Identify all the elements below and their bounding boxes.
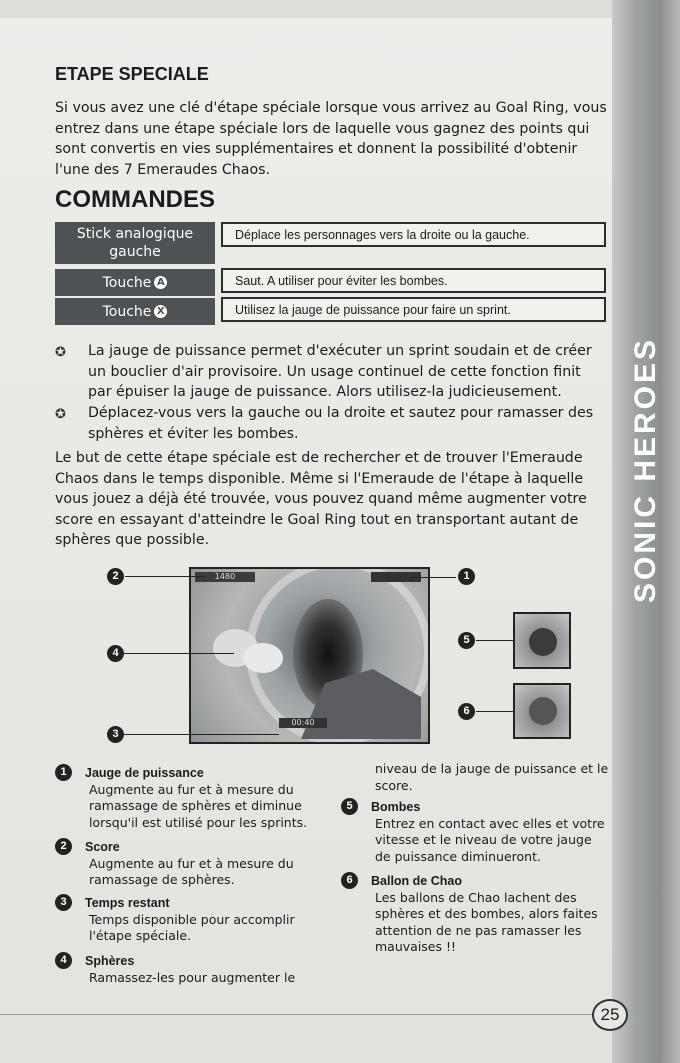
sphere-graphic — [243, 643, 283, 673]
legend-desc: Ramassez-les pour augmenter le — [89, 969, 296, 985]
bullet-text: Déplacez-vous vers la gauche ou la droite et sautez pour ramasser des sphères et éviter les bombes. — [88, 405, 594, 442]
legend-continuation: niveau de la jauge de puissance et le score. — [375, 761, 609, 793]
command-desc-a: Saut. A utiliser pour éviter les bombes. — [221, 268, 606, 293]
goal-paragraph: Le but de cette étape spéciale est de rechercher et de trouver l'Emeraude Chaos dans le temps disponible. Même si l'Emeraude de l'étape à laquelle vous jouez a déjà été trouvée, vous pouvez quand même augmenter votre score en essayant d'atteindre le Goal Ring tout en transportant autant de sphères que possible. — [55, 450, 587, 548]
legend-num: 6 — [341, 872, 358, 889]
circle-arrow-icon: ✪ — [55, 407, 66, 422]
legend-spheres — [55, 953, 315, 986]
balloon-graphic — [529, 697, 557, 725]
legend-power-gauge — [55, 765, 315, 831]
command-label-a-text: Touche — [102, 274, 152, 291]
legend-title: Jauge de puissance — [85, 766, 204, 780]
legend-title: Temps restant — [85, 896, 170, 910]
special-stage-paragraph: Si vous avez une clé d'étape spéciale lorsque vous arrivez au Goal Ring, vous entrez dans une étape spéciale lors de laquelle vous gagnez des points qui sont convertis en vies supplémentaires et donnent la possibilité d'obtenir l'une des 7 Emeraudes Chaos. — [55, 100, 607, 178]
bomb-thumbnail — [513, 612, 571, 669]
callout-6: 6 — [458, 703, 475, 720]
legend-title: Bombes — [371, 800, 421, 814]
leader-line — [410, 577, 456, 578]
bomb-graphic — [529, 628, 557, 656]
callout-1: 1 — [458, 568, 475, 585]
legend-num: 5 — [341, 798, 358, 815]
legend-title: Score — [85, 840, 120, 854]
legend-num: 2 — [55, 838, 72, 855]
leader-line — [476, 711, 514, 712]
leader-line — [124, 653, 234, 654]
side-title — [612, 330, 680, 610]
a-button-icon: A — [154, 276, 167, 289]
legend-num: 3 — [55, 894, 72, 911]
legend-title: Sphères — [85, 954, 135, 968]
command-desc-x: Utilisez la jauge de puissance pour faire un sprint. — [221, 297, 606, 322]
page-number: 25 — [592, 999, 628, 1031]
x-button-icon: X — [154, 305, 167, 318]
command-label-a — [55, 269, 215, 296]
game-screenshot — [189, 567, 430, 744]
legend-num: 1 — [55, 764, 72, 781]
top-strip — [0, 0, 615, 18]
bullet-item — [55, 403, 605, 444]
callout-2: 2 — [107, 568, 124, 585]
legend-desc: Augmente au fur et à mesure du ramassage de sphères. — [89, 855, 294, 887]
command-label-x-text: Touche — [102, 303, 152, 320]
leader-line — [125, 576, 205, 577]
callout-4: 4 — [107, 645, 124, 662]
bullet-item — [55, 341, 605, 403]
commands-heading: COMMANDES — [55, 186, 215, 213]
legend-chao-balloon — [341, 873, 601, 956]
command-desc-stick: Déplace les personnages vers la droite ou la gauche. — [221, 222, 606, 247]
legend-time — [55, 895, 315, 945]
legend-desc: Les ballons de Chao lachent des sphères et des bombes, alors faites attention de ne pas ramasser les mauvaises !! — [375, 889, 598, 954]
bullet-text: La jauge de puissance permet d'exécuter un sprint soudain et de créer un bouclier d'air provisoire. Un usage continuel de cette fonction finit par épuiser la jauge de puissance. Alors utilisez-la judicieusement. — [88, 343, 592, 400]
chao-balloon-thumbnail — [513, 683, 571, 739]
legend-desc: Temps disponible pour accomplir l'étape spéciale. — [89, 911, 295, 943]
legend-desc: Augmente au fur et à mesure du ramassage de sphères et diminue lorsqu'il est utilisé pour les sprints. — [89, 781, 308, 830]
side-title-text: SONIC HEROES — [629, 336, 662, 604]
legend-num: 4 — [55, 952, 72, 969]
circle-arrow-icon: ✪ — [55, 345, 66, 360]
legend-score — [55, 839, 315, 889]
leader-line — [476, 640, 514, 641]
hud-score: 1480 — [195, 572, 255, 582]
legend-bombs — [341, 799, 605, 865]
command-label-x — [55, 298, 215, 325]
legend-title: Ballon de Chao — [371, 874, 462, 888]
callout-3: 3 — [107, 726, 124, 743]
leader-line — [124, 734, 279, 735]
hud-time: 00:40 — [279, 718, 327, 728]
legend-desc: Entrez en contact avec elles et votre vitesse et le niveau de votre jauge de puissance diminueront. — [375, 815, 605, 864]
section-heading-special-stage: ETAPE SPECIALE — [55, 64, 209, 84]
callout-5: 5 — [458, 632, 475, 649]
footer-rule — [0, 1014, 612, 1015]
command-label-stick-text: Stick analogique gauche — [76, 226, 194, 260]
command-label-stick — [55, 222, 215, 264]
